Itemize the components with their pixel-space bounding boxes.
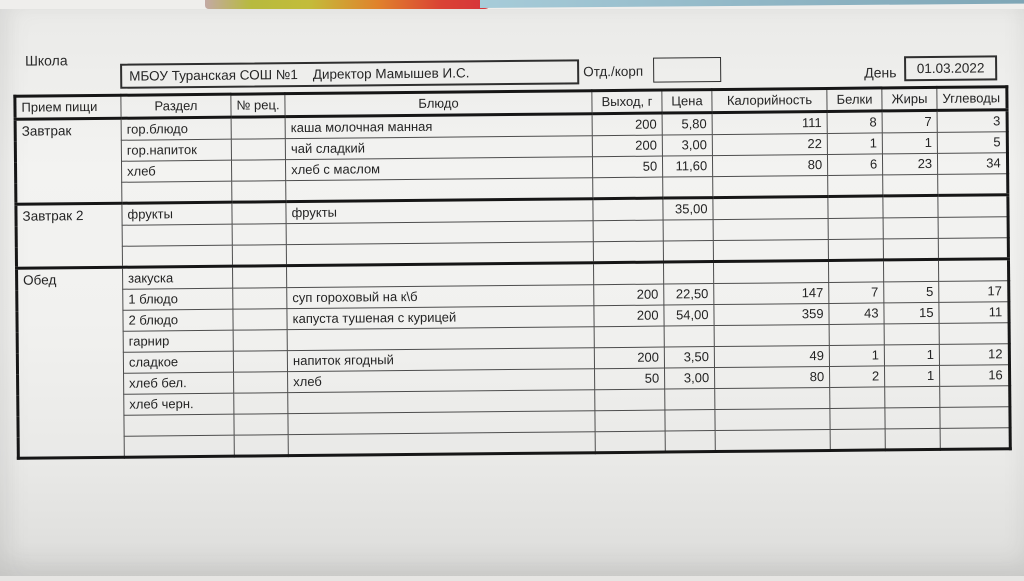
- cell-output-g: [593, 220, 663, 242]
- cell-carbs: 16: [940, 365, 1010, 387]
- cell-razdel: 1 блюдо: [123, 288, 233, 310]
- cell-protein: [828, 175, 883, 197]
- cell-carbs: 11: [939, 302, 1009, 324]
- cell-carbs: [939, 259, 1009, 282]
- cell-price: [664, 262, 714, 284]
- cell-price: [665, 431, 715, 452]
- cell-output-g: [593, 177, 663, 199]
- cell-price: 5,80: [662, 113, 712, 135]
- cell-carbs: 5: [937, 132, 1007, 154]
- cell-carbs: 34: [938, 153, 1008, 175]
- cell-razdel: [124, 435, 234, 457]
- cell-calories: [713, 218, 828, 240]
- cell-protein: 2: [830, 366, 885, 388]
- cell-recipe-number: [231, 117, 285, 140]
- cell-calories: [713, 196, 828, 219]
- cell-calories: 22: [712, 133, 827, 155]
- cell-razdel: [122, 245, 232, 267]
- cell-fat: [885, 407, 940, 429]
- cell-calories: [714, 324, 829, 346]
- cell-price: 11,60: [663, 156, 713, 177]
- cell-razdel: [122, 181, 232, 203]
- cell-calories: 49: [714, 345, 829, 367]
- cell-price: [665, 410, 715, 431]
- cell-razdel: гор.напиток: [121, 139, 231, 161]
- cell-dish: [287, 327, 594, 351]
- cell-recipe-number: [233, 288, 287, 310]
- cell-razdel: закуска: [123, 266, 233, 289]
- cell-fat: [884, 259, 939, 282]
- cell-carbs: [938, 174, 1008, 196]
- cell-price: [665, 389, 715, 410]
- cell-fat: 1: [884, 344, 939, 366]
- cell-protein: 6: [828, 154, 883, 176]
- cell-price: 3,00: [662, 135, 712, 156]
- dept-box: [653, 57, 721, 83]
- cell-protein: 1: [827, 133, 882, 155]
- cell-protein: [829, 260, 884, 283]
- cell-recipe-number: [233, 330, 287, 352]
- cell-recipe-number: [233, 351, 287, 373]
- cell-recipe-number: [231, 139, 285, 161]
- dept-label: Отд./корп: [583, 63, 644, 80]
- cell-dish: [287, 263, 594, 288]
- cell-fat: 1: [882, 132, 937, 154]
- cell-fat: [883, 195, 938, 218]
- cell-recipe-number: [232, 181, 286, 203]
- cell-fat: 7: [882, 110, 937, 133]
- cell-protein: [828, 196, 883, 219]
- cell-protein: [828, 218, 883, 240]
- cell-carbs: 12: [939, 344, 1009, 366]
- cell-dish: каша молочная манная: [285, 114, 592, 139]
- cell-output-g: 200: [594, 347, 664, 369]
- cell-recipe-number: [232, 224, 286, 246]
- cell-carbs: [940, 428, 1010, 450]
- cell-price: [663, 220, 713, 241]
- header-meal: Прием пищи: [15, 95, 121, 119]
- cell-razdel: хлеб: [121, 160, 231, 182]
- cell-dish: [286, 242, 593, 266]
- cell-recipe-number: [234, 435, 288, 457]
- header-protein: Белки: [827, 88, 882, 112]
- cell-dish: хлеб: [288, 369, 595, 393]
- cell-carbs: [938, 238, 1008, 260]
- header-calories: Калорийность: [712, 88, 827, 112]
- header-recipe-number: № рец.: [231, 94, 285, 118]
- cell-fat: 15: [884, 302, 939, 324]
- cell-price: [664, 326, 714, 347]
- cell-razdel: [124, 414, 234, 436]
- cell-output-g: [593, 198, 663, 221]
- cell-recipe-number: [232, 202, 286, 225]
- header-carbs: Углеводы: [937, 87, 1007, 111]
- cell-output-g: [594, 326, 664, 348]
- cell-fat: [884, 323, 939, 345]
- cell-output-g: 50: [595, 368, 665, 390]
- cell-carbs: [938, 195, 1008, 218]
- cell-razdel: гор.блюдо: [121, 117, 231, 140]
- cell-recipe-number: [234, 393, 288, 415]
- date-value: 01.03.2022: [916, 60, 985, 77]
- cell-recipe-number: [232, 245, 286, 267]
- cell-dish: суп гороховый на к\б: [287, 285, 594, 309]
- header-fat: Жиры: [882, 87, 937, 111]
- cell-fat: [883, 238, 938, 260]
- cell-protein: 8: [827, 111, 882, 134]
- cell-output-g: 200: [594, 284, 664, 306]
- cell-calories: [714, 260, 829, 283]
- cell-calories: 359: [714, 303, 829, 325]
- cell-fat: [883, 217, 938, 239]
- cell-dish: [288, 432, 595, 456]
- cell-razdel: хлеб бел.: [124, 372, 234, 394]
- cell-carbs: [940, 386, 1010, 408]
- cell-output-g: [594, 262, 664, 285]
- cell-dish: [288, 411, 595, 435]
- cell-protein: 43: [829, 303, 884, 325]
- cell-razdel: хлеб черн.: [124, 393, 234, 415]
- day-label: День: [864, 64, 897, 81]
- cell-recipe-number: [234, 372, 288, 394]
- cell-calories: 80: [715, 366, 830, 388]
- cell-razdel: сладкое: [123, 351, 233, 373]
- cell-protein: 7: [829, 282, 884, 304]
- cell-price: [663, 177, 713, 198]
- cell-output-g: [595, 389, 665, 411]
- school-label: Школа: [24, 52, 68, 69]
- cell-price: [663, 241, 713, 262]
- cell-output-g: [595, 410, 665, 432]
- cell-calories: [715, 408, 830, 430]
- meal-cell: Завтрак 2: [16, 203, 123, 268]
- header-output-g: Выход, г: [592, 90, 662, 114]
- cell-calories: [713, 175, 828, 197]
- menu-table: [13, 85, 1011, 460]
- cell-output-g: 200: [592, 135, 662, 157]
- cell-calories: [715, 429, 830, 451]
- cell-dish: напиток ягодный: [287, 348, 594, 372]
- cell-carbs: [938, 217, 1008, 239]
- cell-protein: [830, 387, 885, 409]
- cell-dish: [286, 221, 593, 245]
- cell-dish: чай сладкий: [285, 136, 592, 160]
- header-razdel: Раздел: [121, 94, 231, 118]
- cell-dish: капуста тушеная с курицей: [287, 306, 594, 330]
- cell-carbs: [939, 323, 1009, 345]
- cell-dish: хлеб с маслом: [286, 157, 593, 181]
- cell-protein: [828, 239, 883, 261]
- cell-dish: [286, 178, 593, 202]
- cell-fat: 23: [883, 153, 938, 175]
- cell-razdel: фрукты: [122, 202, 232, 225]
- background-color-band-warm: [205, 0, 493, 9]
- cell-price: 54,00: [664, 305, 714, 326]
- cell-razdel: гарнир: [123, 330, 233, 352]
- cell-recipe-number: [231, 160, 285, 182]
- cell-carbs: 3: [937, 110, 1007, 133]
- cell-recipe-number: [233, 309, 287, 331]
- cell-output-g: 200: [592, 113, 662, 136]
- cell-calories: [715, 387, 830, 409]
- cell-output-g: 50: [593, 156, 663, 178]
- cell-protein: [829, 324, 884, 346]
- cell-protein: [830, 408, 885, 430]
- cell-fat: 5: [884, 281, 939, 303]
- school-name-box: [120, 59, 579, 88]
- cell-fat: [885, 386, 940, 408]
- cell-carbs: 17: [939, 281, 1009, 303]
- header-dish: Блюдо: [285, 91, 592, 117]
- cell-output-g: [595, 431, 665, 453]
- menu-sheet: [0, 9, 1024, 576]
- cell-price: 35,00: [663, 198, 713, 220]
- cell-dish: [288, 390, 595, 414]
- cell-calories: [713, 239, 828, 261]
- meal-cell: Завтрак: [15, 118, 122, 204]
- cell-recipe-number: [234, 414, 288, 436]
- cell-carbs: [940, 407, 1010, 429]
- cell-recipe-number: [233, 266, 287, 289]
- cell-fat: [885, 428, 940, 450]
- school-name-value: МБОУ Туранская СОШ №1 Директор Мамышев И.С.: [129, 65, 470, 84]
- cell-calories: 80: [713, 154, 828, 176]
- meal-cell: Обед: [17, 267, 125, 458]
- cell-price: 3,00: [665, 368, 715, 389]
- sheet-content: [0, 4, 1024, 581]
- cell-protein: [830, 429, 885, 451]
- cell-protein: 1: [829, 345, 884, 367]
- cell-fat: 1: [885, 365, 940, 387]
- cell-fat: [883, 174, 938, 196]
- cell-calories: 147: [714, 282, 829, 304]
- date-box: [904, 55, 997, 81]
- cell-price: 3,50: [664, 347, 714, 368]
- cell-price: 22,50: [664, 284, 714, 305]
- cell-razdel: 2 блюдо: [123, 309, 233, 331]
- cell-razdel: [122, 224, 232, 246]
- header-price: Цена: [662, 90, 712, 113]
- cell-calories: 111: [712, 111, 827, 134]
- cell-output-g: [593, 241, 663, 263]
- cell-output-g: 200: [594, 305, 664, 327]
- cell-dish: фрукты: [286, 199, 593, 224]
